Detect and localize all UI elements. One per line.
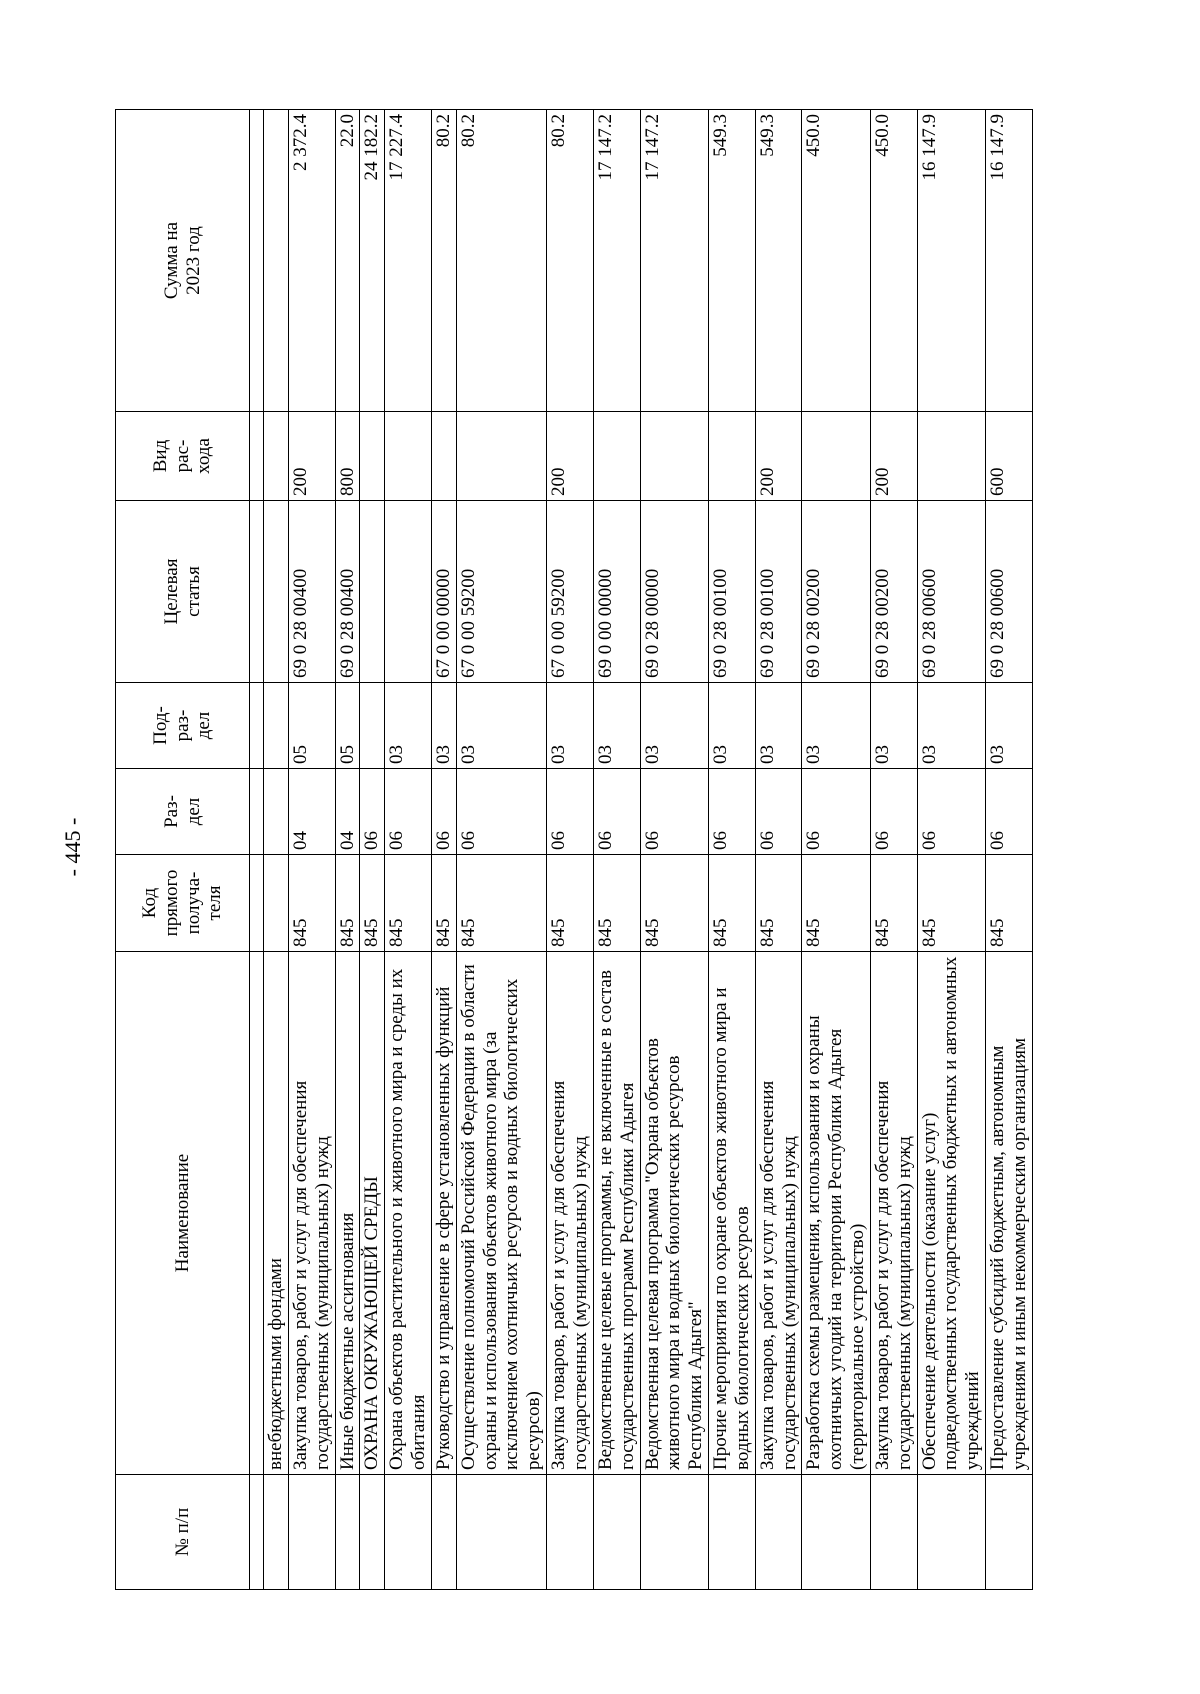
cell-section: 06 <box>755 769 802 855</box>
cell-section: 06 <box>917 769 986 855</box>
cell-section: 06 <box>360 769 385 855</box>
index-cell <box>250 501 264 683</box>
cell-subsection: 05 <box>335 683 360 769</box>
cell-name: Охрана объектов растительного и животного мира и среды их обитания <box>385 952 432 1475</box>
cell-name: Руководство и управление в сфере установленных функций <box>431 952 456 1475</box>
cell-section: 06 <box>456 769 546 855</box>
cell-target-article: 69 0 00 00000 <box>593 501 640 683</box>
cell-name: Обеспечение деятельности (оказание услуг) подведомственных государственных бюджетных и автономных учреждений <box>917 952 986 1475</box>
index-cell <box>250 683 264 769</box>
cell-subsection: 03 <box>709 683 756 769</box>
cell-sum: 80.2 <box>456 110 546 412</box>
header-name: Наименование <box>116 952 250 1475</box>
cell-section: 06 <box>802 769 871 855</box>
cell-target-article: 69 0 28 00600 <box>986 501 1033 683</box>
index-cell <box>250 412 264 501</box>
cell-no <box>547 1475 594 1590</box>
cell-name: Иные бюджетные ассигнования <box>335 952 360 1475</box>
table-row <box>870 110 917 1590</box>
cell-target-article <box>385 501 432 683</box>
cell-recipient-code: 845 <box>385 855 432 952</box>
index-cell <box>250 769 264 855</box>
cell-no <box>593 1475 640 1590</box>
index-cell <box>250 855 264 952</box>
cell-sum: 17 147.2 <box>640 110 709 412</box>
cell-expense-type <box>593 412 640 501</box>
cell-name: Разработка схемы размещения, использования и охраны охотничьих угодий на территории Республики Адыгея (территориальное устройство) <box>802 952 871 1475</box>
rotated-page-content <box>115 110 1033 1590</box>
cell-no <box>640 1475 709 1590</box>
cell-expense-type <box>360 412 385 501</box>
table-row <box>802 110 871 1590</box>
cell-expense-type <box>917 412 986 501</box>
cell-subsection: 05 <box>288 683 335 769</box>
cell-sum: 450.0 <box>870 110 917 412</box>
cell-subsection: 03 <box>917 683 986 769</box>
cell-sum: 549.3 <box>755 110 802 412</box>
cell-section: 06 <box>385 769 432 855</box>
cell-recipient-code: 845 <box>288 855 335 952</box>
cell-section: 06 <box>431 769 456 855</box>
cell-target-article <box>264 501 289 683</box>
cell-name: Ведомственная целевая программа "Охрана объектов животного мира и водных биологических ресурсов Республики Адыгея" <box>640 952 709 1475</box>
cell-sum: 80.2 <box>547 110 594 412</box>
cell-name: Закупка товаров, работ и услуг для обеспечения государственных (муниципальных) нужд <box>755 952 802 1475</box>
table-row <box>547 110 594 1590</box>
header-index-row <box>250 110 264 1590</box>
cell-no <box>709 1475 756 1590</box>
cell-recipient-code: 845 <box>709 855 756 952</box>
cell-sum <box>264 110 289 412</box>
table-header <box>116 110 264 1590</box>
cell-recipient-code: 845 <box>755 855 802 952</box>
cell-target-article: 69 0 28 00600 <box>917 501 986 683</box>
cell-expense-type <box>709 412 756 501</box>
header-target-article: Целевая статья <box>116 501 250 683</box>
cell-no <box>802 1475 871 1590</box>
cell-sum: 80.2 <box>431 110 456 412</box>
cell-target-article <box>360 501 385 683</box>
header-sum-2023: Сумма на 2023 год <box>116 110 250 412</box>
cell-recipient-code: 845 <box>640 855 709 952</box>
index-cell <box>250 110 264 412</box>
cell-recipient-code: 845 <box>870 855 917 952</box>
cell-name: Прочие мероприятия по охране объектов животного мира и водных биологических ресурсов <box>709 952 756 1475</box>
cell-subsection: 03 <box>385 683 432 769</box>
table-row <box>431 110 456 1590</box>
table-row <box>709 110 756 1590</box>
cell-section: 04 <box>335 769 360 855</box>
cell-no <box>360 1475 385 1590</box>
cell-target-article: 69 0 28 00200 <box>870 501 917 683</box>
cell-no <box>986 1475 1033 1590</box>
cell-section: 06 <box>593 769 640 855</box>
cell-recipient-code <box>264 855 289 952</box>
cell-subsection <box>360 683 385 769</box>
table-row <box>360 110 385 1590</box>
table-row <box>593 110 640 1590</box>
table-row <box>986 110 1033 1590</box>
cell-recipient-code: 845 <box>431 855 456 952</box>
table-row <box>335 110 360 1590</box>
cell-sum: 16 147.9 <box>917 110 986 412</box>
cell-no <box>917 1475 986 1590</box>
cell-expense-type: 200 <box>288 412 335 501</box>
cell-expense-type: 600 <box>986 412 1033 501</box>
cell-name: Ведомственные целевые программы, не включенные в состав государственных программ Республики Адыгея <box>593 952 640 1475</box>
cell-target-article: 69 0 28 00100 <box>755 501 802 683</box>
table-row <box>456 110 546 1590</box>
cell-section: 06 <box>640 769 709 855</box>
cell-sum: 24 182.2 <box>360 110 385 412</box>
index-cell <box>250 1475 264 1590</box>
header-section: Раз- дел <box>116 769 250 855</box>
header-subsection: Под- раз- дел <box>116 683 250 769</box>
cell-expense-type <box>385 412 432 501</box>
cell-expense-type <box>264 412 289 501</box>
table-row <box>288 110 335 1590</box>
cell-sum: 17 147.2 <box>593 110 640 412</box>
cell-section: 06 <box>709 769 756 855</box>
cell-name: внебюджетными фондами <box>264 952 289 1475</box>
cell-no <box>385 1475 432 1590</box>
cell-target-article: 69 0 28 00400 <box>335 501 360 683</box>
cell-subsection: 03 <box>456 683 546 769</box>
cell-section: 04 <box>288 769 335 855</box>
cell-name: ОХРАНА ОКРУЖАЮЩЕЙ СРЕДЫ <box>360 952 385 1475</box>
header-recipient-code: Код прямого получа- теля <box>116 855 250 952</box>
table-body <box>264 110 1033 1590</box>
table-row <box>755 110 802 1590</box>
cell-subsection: 03 <box>640 683 709 769</box>
cell-section: 06 <box>870 769 917 855</box>
cell-recipient-code: 845 <box>547 855 594 952</box>
cell-name: Закупка товаров, работ и услуг для обеспечения государственных (муниципальных) нужд <box>288 952 335 1475</box>
cell-name: Предоставление субсидий бюджетным, автономным учреждениям и иным некоммерческим организациям <box>986 952 1033 1475</box>
cell-no <box>264 1475 289 1590</box>
header-no: № п/п <box>116 1475 250 1590</box>
cell-sum: 549.3 <box>709 110 756 412</box>
header-expense-type: Вид рас- хода <box>116 412 250 501</box>
cell-sum: 2 372.4 <box>288 110 335 412</box>
budget-table <box>115 109 1033 1590</box>
cell-subsection: 03 <box>755 683 802 769</box>
cell-recipient-code: 845 <box>593 855 640 952</box>
cell-no <box>456 1475 546 1590</box>
cell-section: 06 <box>547 769 594 855</box>
cell-no <box>870 1475 917 1590</box>
cell-subsection: 03 <box>547 683 594 769</box>
cell-expense-type: 800 <box>335 412 360 501</box>
cell-no <box>431 1475 456 1590</box>
cell-expense-type <box>802 412 871 501</box>
index-cell <box>250 952 264 1475</box>
header-row <box>116 110 250 1590</box>
cell-subsection: 03 <box>431 683 456 769</box>
cell-expense-type <box>640 412 709 501</box>
cell-section: 06 <box>986 769 1033 855</box>
cell-target-article: 69 0 28 00000 <box>640 501 709 683</box>
cell-recipient-code: 845 <box>986 855 1033 952</box>
cell-sum: 22.0 <box>335 110 360 412</box>
cell-target-article: 67 0 00 00000 <box>431 501 456 683</box>
cell-expense-type: 200 <box>547 412 594 501</box>
cell-sum: 450.0 <box>802 110 871 412</box>
cell-target-article: 67 0 00 59200 <box>456 501 546 683</box>
cell-no <box>755 1475 802 1590</box>
cell-name: Осуществление полномочий Российской Федерации в области охраны и использования объектов животного мира (за исключением охотничьих ресурсов и водных биологических ресурсов) <box>456 952 546 1475</box>
page-number: - 445 - <box>60 817 85 877</box>
cell-subsection: 03 <box>870 683 917 769</box>
cell-target-article: 67 0 00 59200 <box>547 501 594 683</box>
cell-recipient-code: 845 <box>917 855 986 952</box>
cell-target-article: 69 0 28 00200 <box>802 501 871 683</box>
cell-recipient-code: 845 <box>360 855 385 952</box>
cell-recipient-code: 845 <box>802 855 871 952</box>
cell-recipient-code: 845 <box>456 855 546 952</box>
cell-expense-type: 200 <box>755 412 802 501</box>
cell-subsection: 03 <box>802 683 871 769</box>
cell-recipient-code: 845 <box>335 855 360 952</box>
cell-target-article: 69 0 28 00100 <box>709 501 756 683</box>
cell-subsection: 03 <box>986 683 1033 769</box>
cell-expense-type <box>431 412 456 501</box>
cell-no <box>335 1475 360 1590</box>
cell-sum: 16 147.9 <box>986 110 1033 412</box>
cell-no <box>288 1475 335 1590</box>
cell-name: Закупка товаров, работ и услуг для обеспечения государственных (муниципальных) нужд <box>870 952 917 1475</box>
cell-expense-type <box>456 412 546 501</box>
table-row <box>264 110 289 1590</box>
cell-target-article: 69 0 28 00400 <box>288 501 335 683</box>
cell-subsection: 03 <box>593 683 640 769</box>
cell-subsection <box>264 683 289 769</box>
table-row <box>917 110 986 1590</box>
cell-section <box>264 769 289 855</box>
cell-expense-type: 200 <box>870 412 917 501</box>
table-row <box>640 110 709 1590</box>
cell-name: Закупка товаров, работ и услуг для обеспечения государственных (муниципальных) нужд <box>547 952 594 1475</box>
table-row <box>385 110 432 1590</box>
cell-sum: 17 227.4 <box>385 110 432 412</box>
